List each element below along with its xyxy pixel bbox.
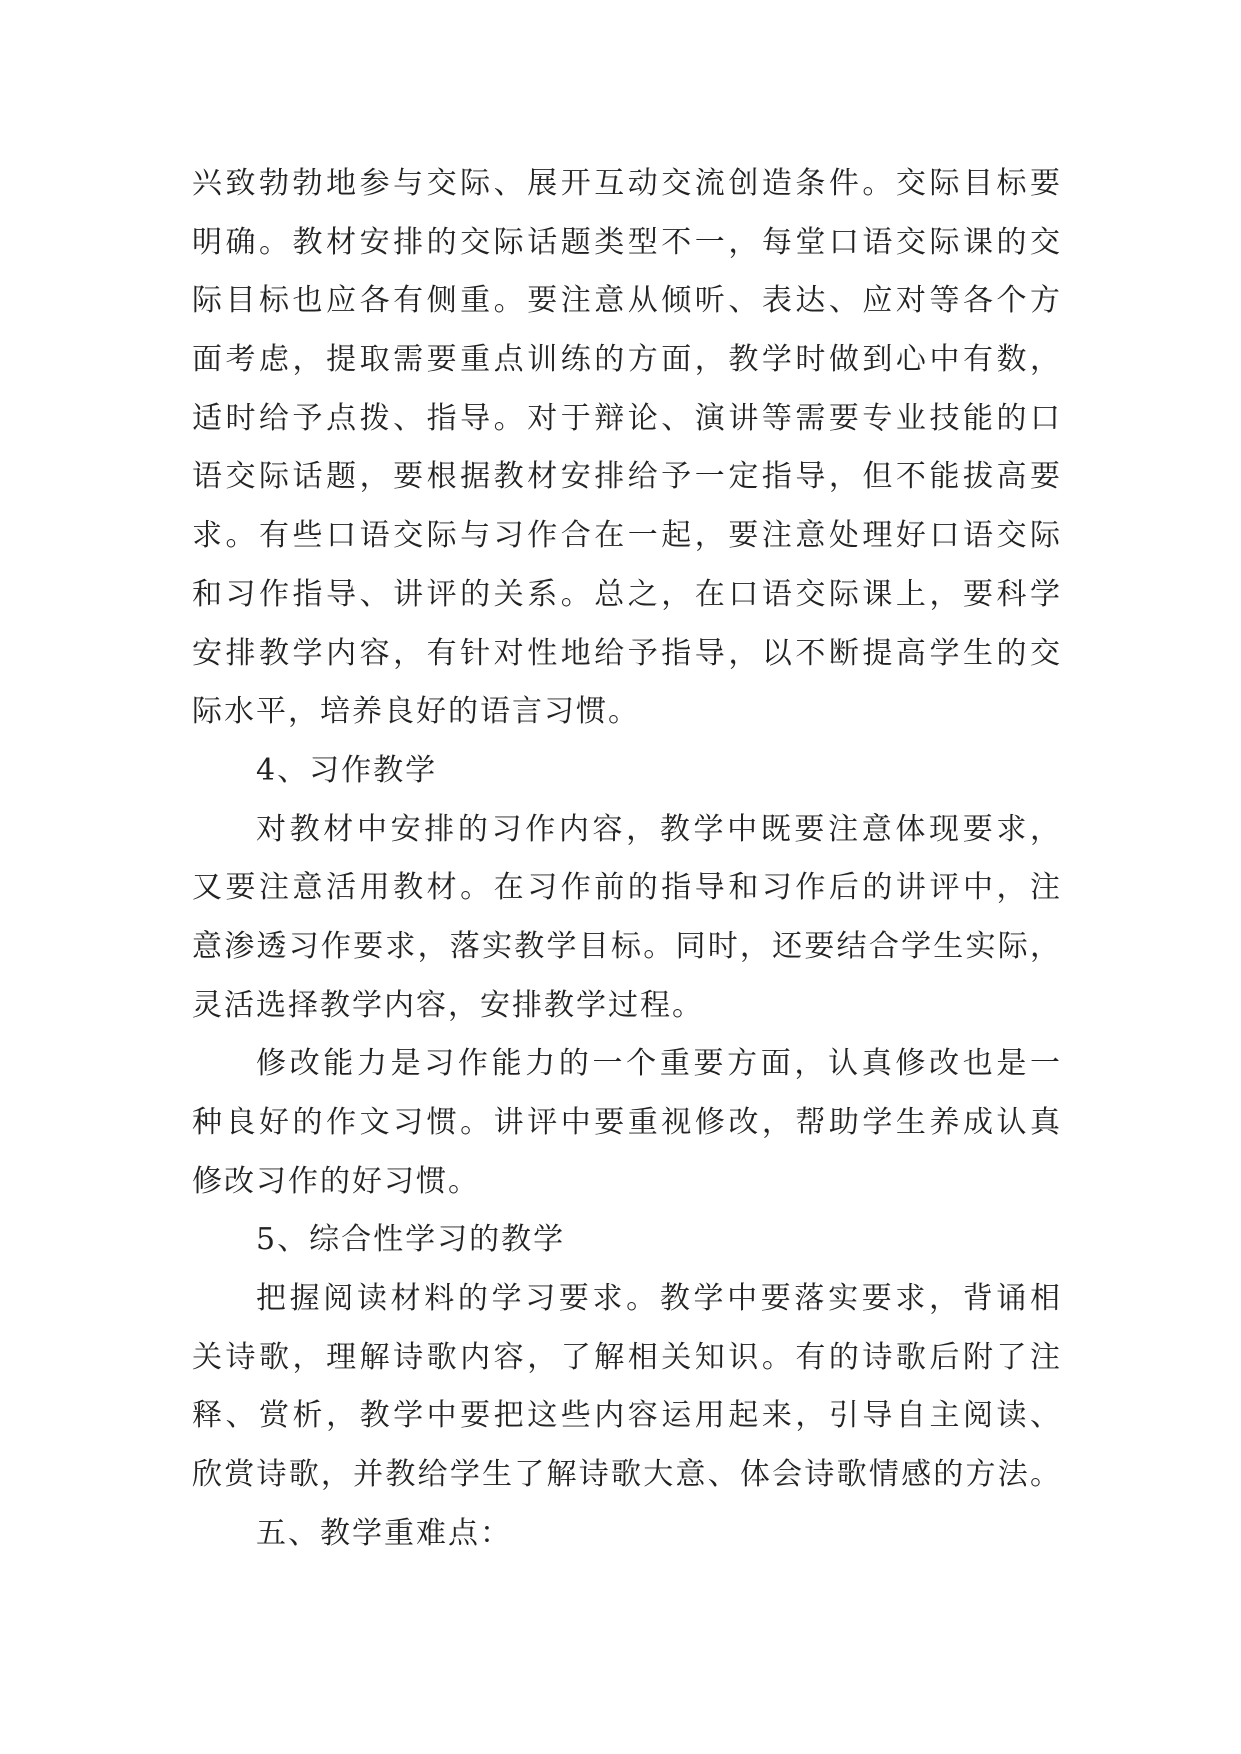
paragraph-line: 面考虑，提取需要重点训练的方面，教学时做到心中有数， — [192, 342, 1062, 378]
paragraph-line: 又要注意活用教材。在习作前的指导和习作后的讲评中，注 — [192, 870, 1062, 906]
paragraph-line: 求。有些口语交际与习作合在一起，要注意处理好口语交际 — [192, 518, 1062, 554]
paragraph-line: 际水平，培养良好的语言习惯。 — [192, 694, 640, 730]
paragraph-line: 种良好的作文习惯。讲评中要重视修改，帮助学生养成认真 — [192, 1105, 1062, 1140]
paragraph-line: 语交际话题，要根据教材安排给予一定指导，但不能拔高要 — [192, 459, 1062, 495]
paragraph-line: 际目标也应各有侧重。要注意从倾听、表达、应对等各个方 — [192, 283, 1062, 319]
paragraph-line: 明确。教材安排的交际话题类型不一，每堂口语交际课的交 — [192, 224, 1062, 260]
paragraph-line: 关诗歌，理解诗歌内容，了解相关知识。有的诗歌后附了注 — [192, 1339, 1062, 1375]
paragraph-writing-content — [192, 801, 1062, 1036]
paragraph-line: 修改习作的好习惯。 — [192, 1163, 480, 1199]
paragraph-line: 兴致勃勃地参与交际、展开互动交流创造条件。交际目标要 — [192, 166, 1062, 201]
paragraph-line: 安排教学内容，有针对性地给予指导，以不断提高学生的交 — [192, 635, 1062, 671]
section-heading-writing: 4、习作教学 — [256, 752, 438, 788]
paragraph-line: 灵活选择教学内容，安排教学过程。 — [192, 987, 704, 1023]
paragraph-line: 修改能力是习作能力的一个重要方面，认真修改也是一 — [256, 1046, 1062, 1082]
section-heading-comprehensive-learning: 5、综合性学习的教学 — [256, 1222, 566, 1258]
paragraph-line: 把握阅读材料的学习要求。教学中要落实要求，背诵相 — [256, 1281, 1062, 1317]
paragraph-line: 对教材中安排的习作内容，教学中既要注意体现要求， — [256, 811, 1062, 847]
section-heading-key-points: 五、教学重难点： — [256, 1515, 512, 1551]
document-body — [192, 155, 1062, 1564]
paragraph-line: 欣赏诗歌，并教给学生了解诗歌大意、体会诗歌情感的方法。 — [192, 1457, 1062, 1493]
paragraph-reading-materials — [192, 1270, 1062, 1505]
paragraph-line: 适时给予点拨、指导。对于辩论、演讲等需要专业技能的口 — [192, 400, 1062, 436]
paragraph-line: 和习作指导、讲评的关系。总之，在口语交际课上，要科学 — [192, 576, 1062, 612]
paragraph-oral-communication — [192, 155, 1062, 742]
paragraph-revision — [192, 1035, 1062, 1211]
paragraph-line: 释、赏析，教学中要把这些内容运用起来，引导自主阅读、 — [192, 1398, 1062, 1434]
paragraph-line: 意渗透习作要求，落实教学目标。同时，还要结合学生实际， — [192, 928, 1062, 964]
